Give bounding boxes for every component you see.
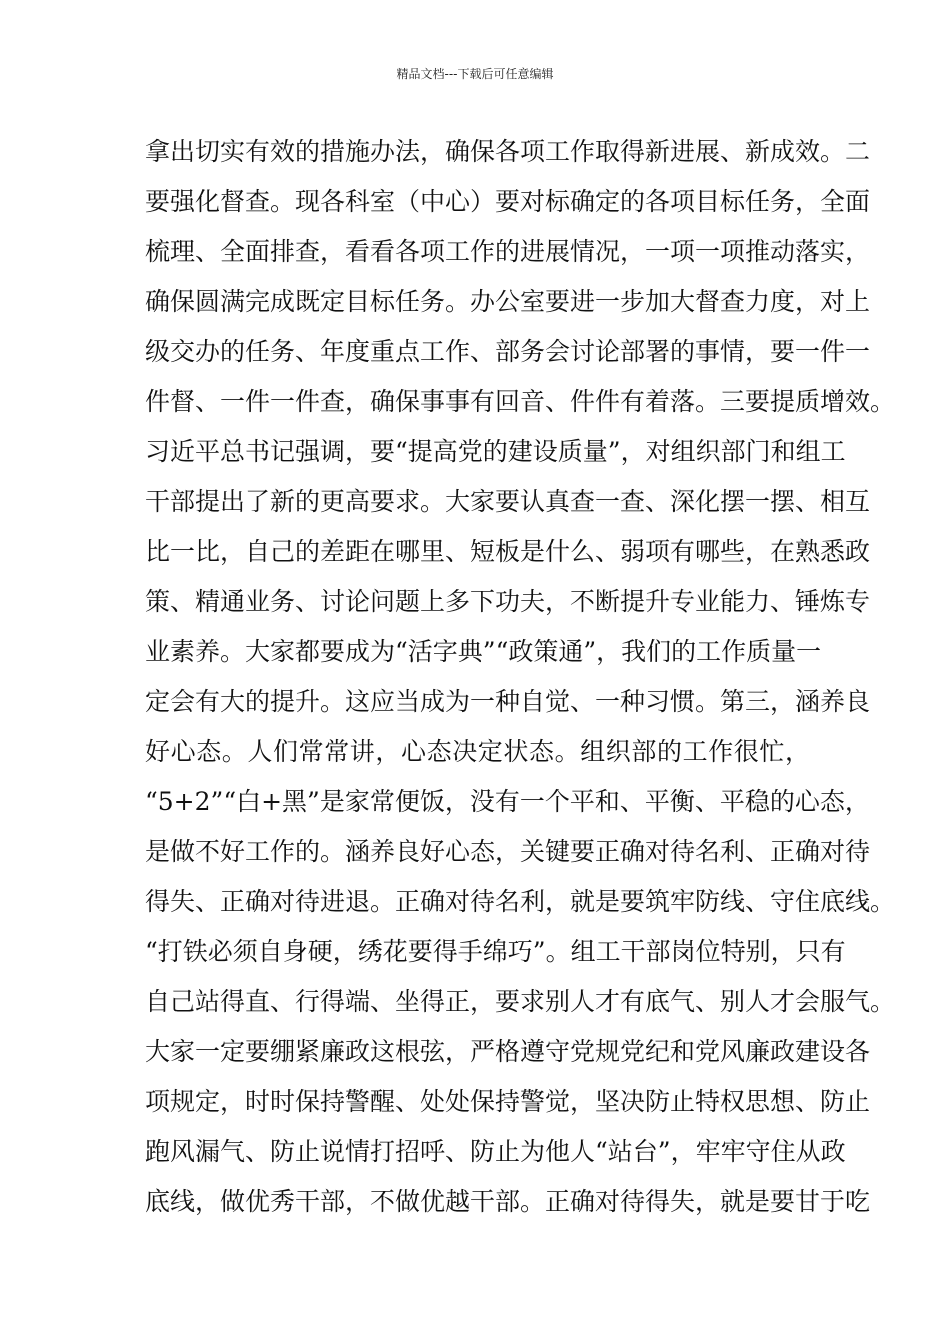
text-line: 比一比，自己的差距在哪里、短板是什么、弱项有哪些，在熟悉政 [145,537,871,566]
text-line: 定会有大的提升。这应当成为一种自觉、一种习惯。第三，涵养良 [145,687,871,716]
text-line: “5+2”“白+黑”是家常便饭，没有一个平和、平衡、平稳的心态， [145,787,870,816]
text-line: “打铁必须自身硬，绣花要得手绵巧”。组工干部岗位特别，只有 [145,937,846,966]
text-line: 要强化督查。现各科室（中心）要对标确定的各项目标任务，全面 [145,187,871,216]
text-line: 项规定，时时保持警醒、处处保持警觉，坚决防止特权思想、防止 [145,1087,871,1116]
text-line: 级交办的任务、年度重点工作、部务会讨论部署的事情，要一件一 [145,337,871,366]
text-line: 业素养。大家都要成为“活字典”“政策通”，我们的工作质量一 [145,637,822,666]
text-line: 跑风漏气、防止说情打招呼、防止为他人“站台”，牢牢守住从政 [145,1137,846,1166]
text-line: 确保圆满完成既定目标任务。办公室要进一步加大督查力度，对上 [145,287,871,316]
text-line: 梳理、全面排查，看看各项工作的进展情况，一项一项推动落实， [145,237,871,266]
text-line: 拿出切实有效的措施办法，确保各项工作取得新进展、新成效。二 [145,137,871,166]
text-line: 大家一定要绷紧廉政这根弦，严格遵守党规党纪和党风廉政建设各 [145,1037,871,1066]
text-line: 件督、一件一件查，确保事事有回音、件件有着落。三要提质增效。 [145,387,896,416]
document-body [145,132,896,1232]
text-line: 习近平总书记强调，要“提高党的建设质量”，对组织部门和组工 [145,437,846,466]
text-line: 底线，做优秀干部，不做优越干部。正确对待得失，就是要甘于吃 [145,1187,871,1216]
text-line: 得失、正确对待进退。正确对待名利，就是要筑牢防线、守住底线。 [145,887,896,916]
text-line: 干部提出了新的更高要求。大家要认真查一查、深化摆一摆、相互 [145,487,871,516]
page-header: 精品文档---下载后可任意编辑 [396,67,554,81]
text-line: 好心态。人们常常讲，心态决定状态。组织部的工作很忙， [145,737,810,766]
text-line: 策、精通业务、讨论问题上多下功夫，不断提升专业能力、锤炼专 [145,587,871,616]
text-line: 是做不好工作的。涵养良好心态，关键要正确对待名利、正确对待 [145,837,871,866]
text-line: 自己站得直、行得端、坐得正，要求别人才有底气、别人才会服气。 [145,987,896,1016]
